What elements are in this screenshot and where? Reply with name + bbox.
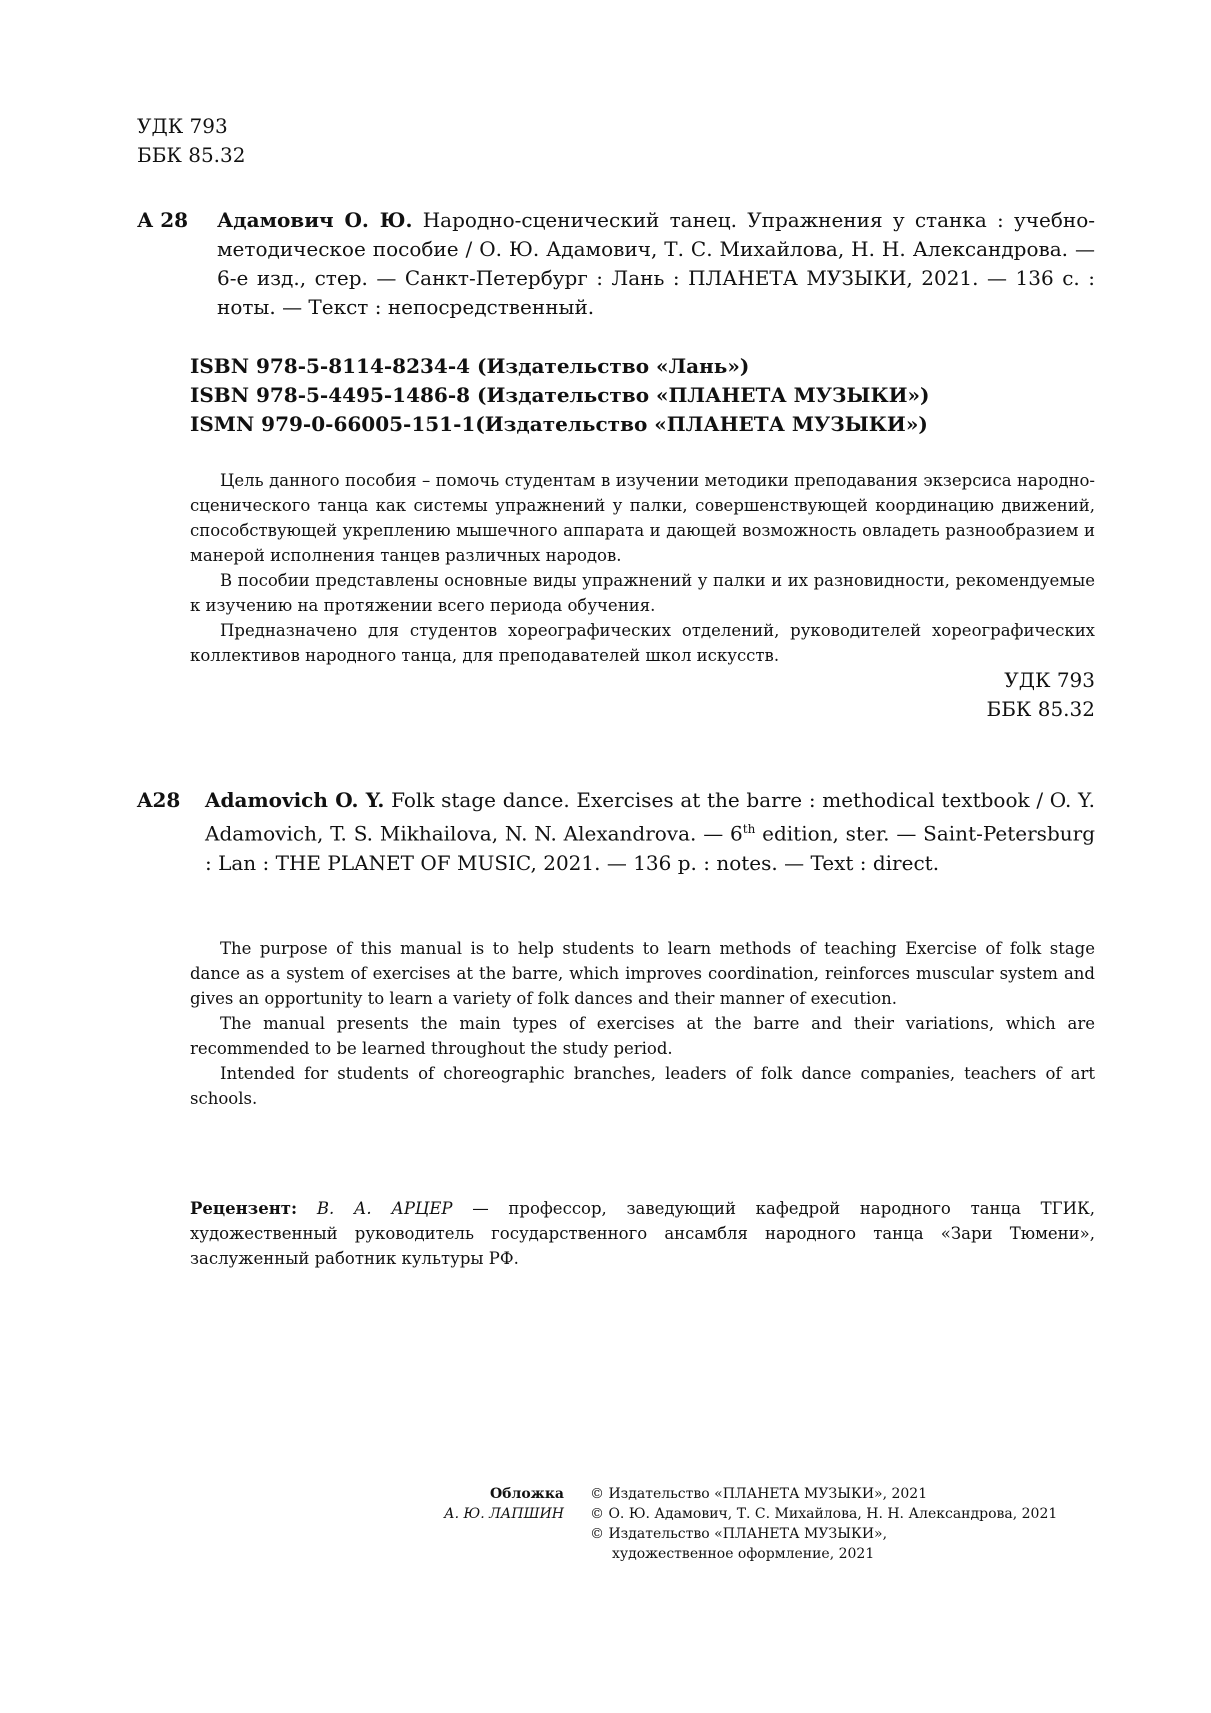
entry-author: Adamovich O. Y. — [205, 788, 385, 812]
abstract-paragraph: The purpose of this manual is to help students to learn methods of teaching Exercise of folk stage dance as a system of exercises at the barre, which improves coordination, reinforces muscular system and gives an opportunity to learn a variety of folk dances and their manner of execution. — [190, 939, 1095, 1008]
en-abstract — [190, 936, 1095, 1111]
abstract-paragraph: The manual presents the main types of exercises at the barre and their variations, which are recommended to be learned throughout the study period. — [190, 1014, 1095, 1058]
entry-text: Folk stage dance. Exercises at the barre : methodical textbook / O. Y. Adamovich, T. S. Mikhailova, N. N. Alexandrova. — 6 — [205, 788, 1096, 846]
en-bibliographic-entry — [137, 786, 1095, 878]
reviewer-text: — профессор, заведующий кафедрой народного танца ТГИК, художественный руководитель государственного ансамбля народного танца «Зари Тюмени», заслуженный работник культуры РФ. — [190, 1199, 1096, 1268]
entry-code: А 28 — [137, 208, 189, 232]
reviewer-label: Рецензент: — [190, 1199, 298, 1218]
cover-artist: А. Ю. ЛАПШИН — [444, 1506, 564, 1522]
isbn-line: ISBN 978-5-8114-8234-4 (Издательство «Лань») — [190, 354, 750, 378]
abstract-paragraph: Цель данного пособия – помочь студентам в изучении методики преподавания экзерсиса народно-сценического танца как системы упражнений у палки, совершенствующей координацию движений, способствующей укреплению мышечного аппарата и дающей возможность овладеть разнообразием и манерой исполнения танцев различных народов. — [190, 471, 1095, 565]
ismn-line: ISMN 979-0-66005-151-1(Издательство «ПЛАНЕТА МУЗЫКИ») — [190, 412, 928, 436]
copyright-line: художественное оформление, 2021 — [612, 1546, 875, 1562]
reviewer-name: В. А. АРЦЕР — [316, 1199, 453, 1218]
copyright-line: © Издательство «ПЛАНЕТА МУЗЫКИ», — [590, 1526, 888, 1542]
copyright-block — [590, 1484, 1057, 1564]
abstract-paragraph: Предназначено для студентов хореографических отделений, руководителей хореографических коллективов народного танца, для преподавателей школ искусств. — [190, 621, 1095, 665]
cover-credit — [400, 1484, 564, 1524]
cover-label: Обложка — [489, 1486, 564, 1502]
entry-code: A28 — [137, 788, 181, 812]
abstract-paragraph: В пособии представлены основные виды упражнений у палки и их разновидности, рекомендуемые к изучению на протяжении всего периода обучения. — [190, 571, 1095, 615]
copyright-line: © О. Ю. Адамович, Т. С. Михайлова, Н. Н. Александрова, 2021 — [590, 1506, 1058, 1522]
bbk-code: ББК 85.32 — [137, 143, 246, 167]
udk-code: УДК 793 — [1004, 668, 1095, 692]
edition-superscript: th — [742, 822, 756, 836]
entry-text-cont: edition, ster. — Saint-Petersburg : Lan : THE PLANET OF MUSIC, 2021. — 136 p. : notes. — Text : direct. — [205, 821, 1095, 875]
classification-right — [987, 666, 1096, 724]
abstract-paragraph: Intended for students of choreographic branches, leaders of folk dance companies, teachers of art schools. — [190, 1064, 1095, 1108]
isbn-list — [190, 352, 930, 439]
ru-abstract — [190, 468, 1095, 668]
reviewer-block — [190, 1196, 1095, 1271]
entry-author: Адамович О. Ю. — [217, 208, 413, 232]
classification-top — [137, 112, 246, 170]
bbk-code: ББК 85.32 — [986, 697, 1095, 721]
copyright-line: © Издательство «ПЛАНЕТА МУЗЫКИ», 2021 — [590, 1486, 928, 1502]
entry-text: Народно-сценический танец. Упражнения у станка : учебно-методическое пособие / О. Ю. Адамович, Т. С. Михайлова, Н. Н. Александрова. — 6-е изд., стер. — Санкт-Петербург : Лань : ПЛАНЕТА МУЗЫКИ, 2021. — 136 с. : ноты. — Текст : непосредственный. — [217, 208, 1095, 319]
ru-bibliographic-entry — [137, 206, 1095, 322]
udk-code: УДК 793 — [137, 114, 228, 138]
isbn-line: ISBN 978-5-4495-1486-8 (Издательство «ПЛАНЕТА МУЗЫКИ») — [190, 383, 930, 407]
